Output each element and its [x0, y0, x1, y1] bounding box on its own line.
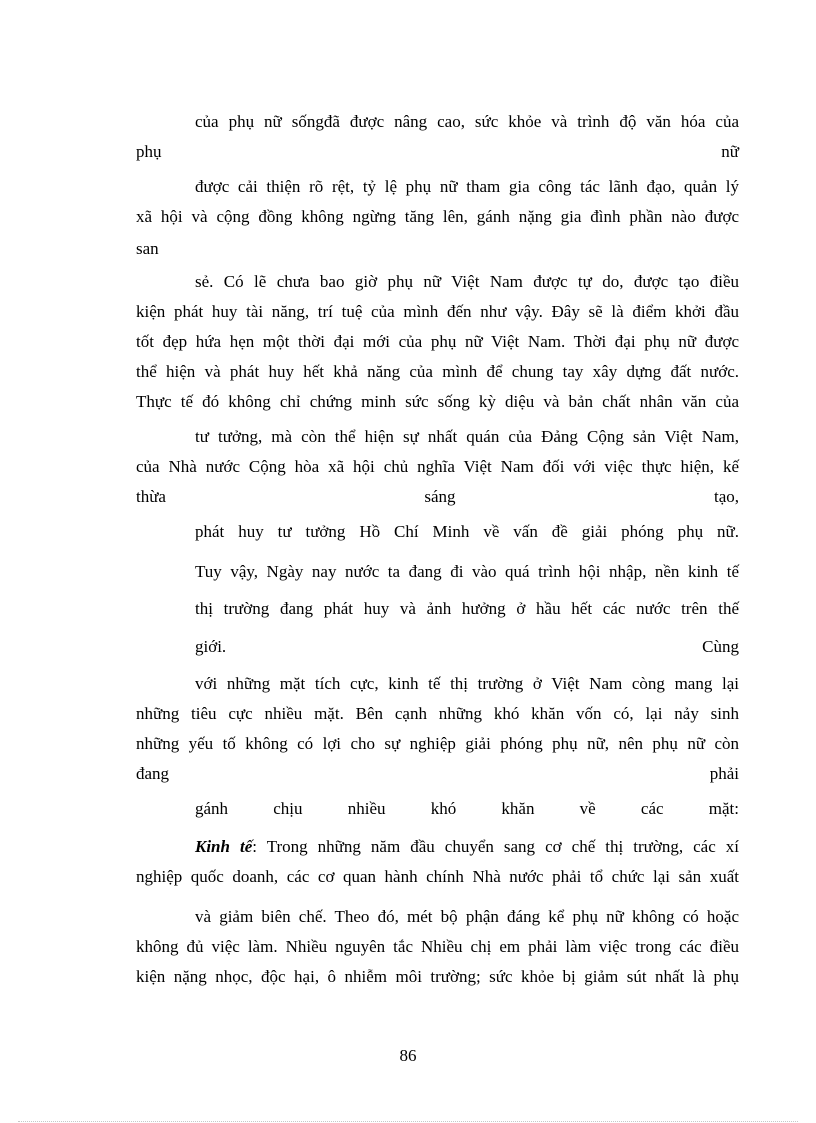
- text-line: với những mặt tích cực, kinh tế thị trường ở Việt Nam còng mang lại: [195, 674, 739, 693]
- text-line: Thực tế đó không chỉ chứng minh sức sống kỳ diệu và bản chất nhân văn của: [136, 392, 739, 411]
- text-line: thể hiện và phát huy hết khả năng của mình để chung tay xây dựng đất nước.: [136, 362, 739, 381]
- text-line: Tuy vậy, Ngày nay nước ta đang đi vào quá trình hội nhập, nền kinh tế: [195, 562, 739, 581]
- text-line: gánh chịu nhiều khó khăn về các mặt:: [195, 799, 739, 818]
- text-line: của Nhà nước Cộng hòa xã hội chủ nghĩa Việt Nam đối với việc thực hiện, kế: [136, 457, 739, 476]
- text-line: [195, 836, 739, 858]
- text-line: san: [136, 239, 159, 258]
- text-line: kiện phát huy tài năng, trí tuệ của mình đến như vậy. Đây sẽ là điểm khởi đầu: [136, 302, 739, 321]
- text-line: phát huy tư tưởng Hồ Chí Minh về vấn đề giải phóng phụ nữ.: [195, 522, 739, 541]
- text-line: những yếu tố không có lợi cho sự nghiệp giải phóng phụ nữ, nên phụ nữ còn: [136, 734, 739, 753]
- text-line: thị trường đang phát huy và ảnh hưởng ở hầu hết các nước trên thế: [195, 599, 739, 618]
- text-line: của phụ nữ sốngđã được nâng cao, sức khỏe và trình độ văn hóa của: [195, 112, 739, 131]
- text-line: xã hội và cộng đồng không ngừng tăng lên, gánh nặng gia đình phần nào được: [136, 207, 739, 226]
- page-bottom-rule: [18, 1121, 798, 1122]
- text-line: phụ nữ: [136, 142, 739, 161]
- text-line: không đủ việc làm. Nhiều nguyên tắc Nhiều chị em phải làm việc trong các điều: [136, 937, 739, 956]
- text-line: được cải thiện rõ rệt, tỷ lệ phụ nữ tham gia công tác lãnh đạo, quản lý: [195, 177, 739, 196]
- text-line: nghiệp quốc doanh, các cơ quan hành chính Nhà nước phải tổ chức lại sản xuất: [136, 867, 739, 886]
- page-number: 86: [399, 1046, 417, 1065]
- kinh-te-heading: Kinh tế: [195, 837, 253, 856]
- text-line: sẻ. Có lẽ chưa bao giờ phụ nữ Việt Nam được tự do, được tạo điều: [195, 272, 739, 291]
- kinh-te-text: : Trong những năm đầu chuyển sang cơ chế thị trường, các xí: [252, 837, 739, 856]
- text-line: và giảm biên chế. Theo đó, mét bộ phận đáng kể phụ nữ không có hoặc: [195, 907, 739, 926]
- text-line: thừa sáng tạo,: [136, 487, 739, 506]
- text-line: đang phải: [136, 764, 739, 783]
- text-line: giới. Cùng: [195, 637, 739, 656]
- text-line: tốt đẹp hứa hẹn một thời đại mới của phụ nữ Việt Nam. Thời đại phụ nữ được: [136, 332, 739, 351]
- text-line: tư tưởng, mà còn thể hiện sự nhất quán của Đảng Cộng sản Việt Nam,: [195, 427, 739, 446]
- text-line: những tiêu cực nhiều mặt. Bên cạnh những khó khăn vốn có, lại nảy sinh: [136, 704, 739, 723]
- text-line: kiện nặng nhọc, độc hại, ô nhiễm môi trường; sức khỏe bị giảm sút nhất là phụ: [136, 967, 739, 986]
